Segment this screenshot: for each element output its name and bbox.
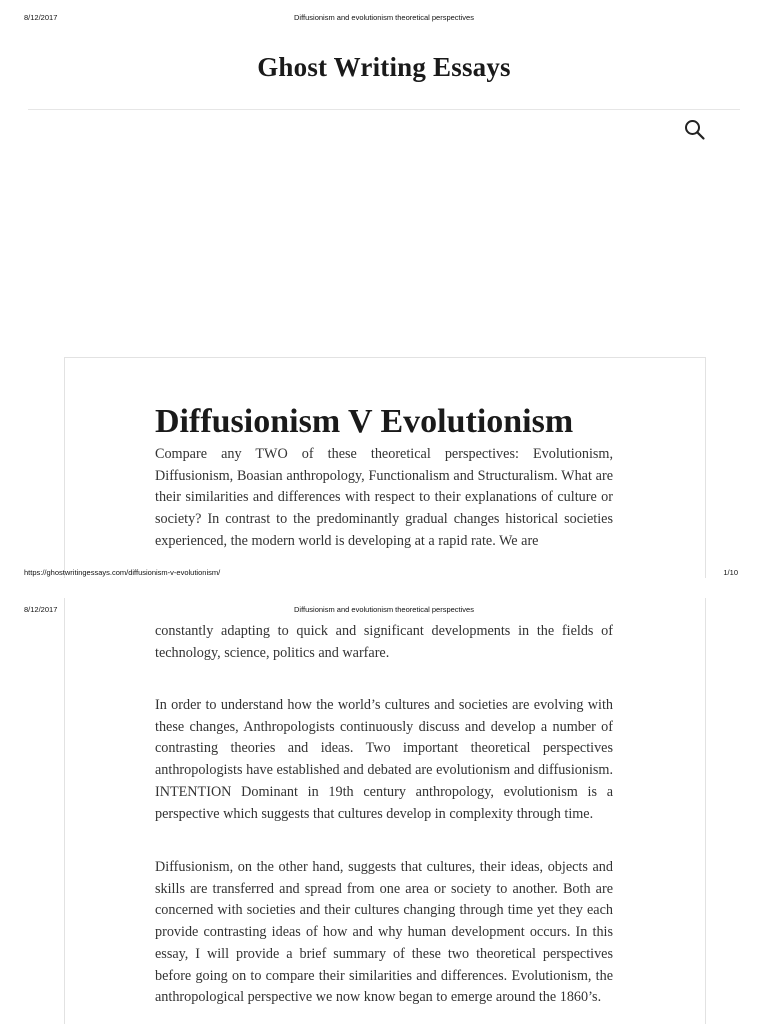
print-date: 8/12/2017 xyxy=(24,605,58,614)
print-doc-title: Diffusionism and evolutionism theoretical perspectives xyxy=(294,605,474,614)
pdf-page-2 xyxy=(0,598,768,1024)
print-header xyxy=(0,13,768,29)
article-title: Diffusionism V Evolutionism xyxy=(155,403,574,440)
print-url: https://ghostwritingessays.com/diffusionism-v-evolutionism/ xyxy=(24,568,221,577)
article-paragraph: constantly adapting to quick and significant developments in the fields of technology, science, politics and warfare. xyxy=(155,623,613,661)
print-page-number: 1/10 xyxy=(723,568,738,577)
print-header xyxy=(0,605,768,621)
search-icon xyxy=(683,118,707,142)
print-doc-title: Diffusionism and evolutionism theoretical perspectives xyxy=(294,13,474,22)
search-button[interactable] xyxy=(683,118,707,142)
print-date: 8/12/2017 xyxy=(24,13,58,22)
print-footer xyxy=(0,568,768,578)
article-paragraph: In order to understand how the world’s cultures and societies are evolving with these changes, Anthropologists continuously discuss and develop a number of contrasting theories and ideas. Two important theoretical perspectives anthropologists have established and debated are evolutionism and diffusionism. INTENTION Dominant in 19th century anthropology, evolutionism is a perspective which suggests that cultures develop in complexity through time. xyxy=(155,697,613,822)
article-paragraph: Compare any TWO of these theoretical perspectives: Evolutionism, Diffusionism, Boasian anthropology, Functionalism and Structuralism. What are their similarities and differences with respect to their explanations of culture or society? In contrast to the predominantly gradual changes historical societies experienced, the modern world is developing at a rapid rate. We are xyxy=(155,446,613,549)
article-paragraph: Diffusionism, on the other hand, suggests that cultures, their ideas, objects and skills are transferred and spread from one area or society to another. Both are concerned with societies and their cultures changing through time yet they each provide contrasting ideas of how and why human development occurs. In this essay, I will provide a brief summary of these two theoretical perspectives before going on to compare their similarities and differences. Evolutionism, the anthropological perspective we now know began to emerge around the 1860’s. xyxy=(155,859,613,1006)
site-title[interactable]: Ghost Writing Essays xyxy=(257,52,511,82)
header-divider xyxy=(28,109,740,110)
